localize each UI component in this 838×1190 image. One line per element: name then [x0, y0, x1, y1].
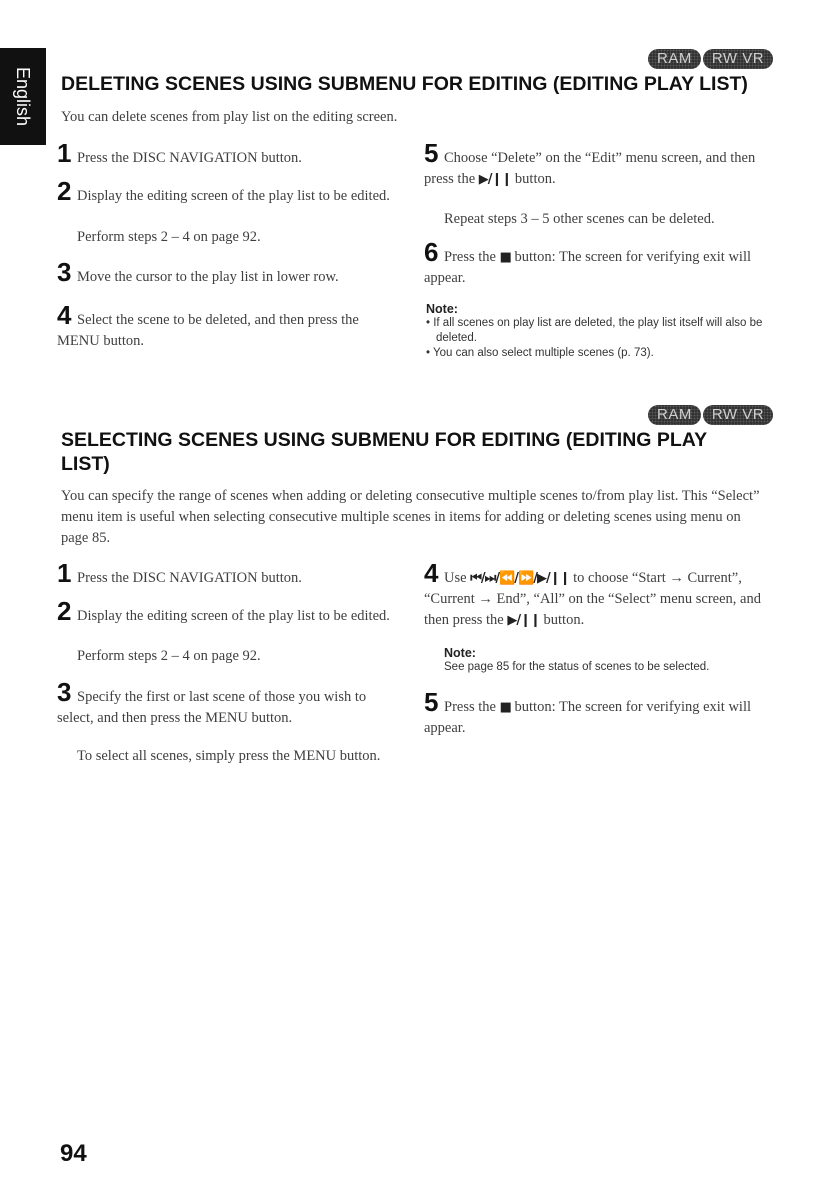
rw-vr-badge: RW VR: [703, 49, 773, 69]
step-text: Press the DISC NAVIGATION button.: [77, 150, 302, 166]
step-4: [57, 300, 402, 352]
step-number: 3: [57, 677, 72, 707]
rw-vr-badge: RW VR: [703, 405, 773, 425]
ram-badge: RAM: [648, 49, 701, 69]
note-heading: Note:: [426, 302, 458, 316]
step-1: [57, 138, 402, 169]
step-number: 2: [57, 176, 72, 206]
step-number: 3: [57, 257, 72, 287]
step-text: Select the scene to be deleted, and then press the MENU button.: [57, 312, 359, 349]
step-text-end: button: The screen for verifying exit will appear.: [424, 699, 752, 736]
step-number: 2: [57, 596, 72, 626]
step-number: 4: [424, 558, 439, 588]
navigation-buttons-icon: ⏮/⏭/⏪/⏩/▶/❙❙: [470, 571, 570, 586]
step-text: Display the editing screen of the play list to be edited.: [77, 608, 390, 624]
step-3: [57, 257, 402, 288]
note-box: [424, 302, 774, 361]
ram-badge: RAM: [648, 405, 701, 425]
language-tab-label: English: [13, 66, 34, 127]
step-text-end: button.: [543, 612, 585, 628]
play-pause-icon: ▶/❙❙: [507, 613, 540, 628]
note-item: • You can also select multiple scenes (p. 73).: [426, 347, 654, 359]
left-column: [57, 138, 402, 352]
step-text-middle: to choose “Start → Current”, “Current → End”, “All” on the “Select” menu screen, and then press the: [424, 570, 761, 628]
step-2-detail: Perform steps 2 – 4 on page 92.: [77, 648, 261, 664]
right-column: [424, 138, 774, 361]
step-text: Press the DISC NAVIGATION button.: [77, 570, 302, 586]
step-2-detail: Perform steps 2 – 4 on page 92.: [77, 229, 261, 245]
step-4: [424, 558, 776, 631]
step-text-end: button: The screen for verifying exit will appear.: [424, 249, 752, 286]
step-text: Specify the first or last scene of those you wish to select, and then press the MENU button.: [57, 689, 367, 726]
step-5-detail: Repeat steps 3 – 5 other scenes can be deleted.: [444, 211, 715, 227]
note-text: See page 85 for the status of scenes to be selected.: [444, 661, 710, 673]
step-text: Display the editing screen of the play list to be edited.: [77, 188, 390, 204]
disc-type-badges: [648, 405, 773, 425]
play-pause-icon: ▶/❙❙: [478, 172, 512, 187]
step-number: 1: [57, 558, 72, 588]
section-heading-line: LIST): [61, 453, 110, 475]
step-text: Choose “Delete” on the “Edit” menu screen, and then press the: [424, 150, 756, 187]
step-number: 4: [57, 300, 72, 330]
step-text-end: button.: [514, 171, 556, 187]
step-5: [424, 687, 776, 739]
disc-type-badges: [648, 49, 773, 69]
step-text: Use: [444, 570, 467, 586]
step-3: [57, 677, 402, 729]
step-2: [57, 176, 402, 207]
step-2: [57, 596, 402, 627]
step-text: Press the: [444, 699, 496, 715]
right-column: [424, 558, 776, 739]
section-heading-line: SELECTING SCENES USING SUBMENU FOR EDITING (EDITING PLAY: [61, 429, 708, 451]
step-text: Move the cursor to the play list in lower row.: [77, 269, 339, 285]
section-heading: DELETING SCENES USING SUBMENU FOR EDITING (EDITING PLAY LIST): [61, 73, 748, 95]
step-1: [57, 558, 402, 589]
step-text: Press the: [444, 249, 496, 265]
step-3-detail: To select all scenes, simply press the MENU button.: [77, 748, 381, 764]
step-6: [424, 237, 774, 289]
stop-icon: ■: [499, 700, 511, 715]
note-box: [424, 646, 776, 675]
left-column: [57, 558, 402, 767]
page-number: 94: [60, 1140, 87, 1167]
step-number: 6: [424, 237, 439, 267]
step-number: 5: [424, 687, 439, 717]
stop-icon: ■: [499, 250, 511, 265]
step-number: 1: [57, 138, 72, 168]
language-tab: [0, 48, 46, 145]
note-heading: Note:: [444, 646, 476, 660]
step-number: 5: [424, 138, 439, 168]
section-intro: You can specify the range of scenes when adding or deleting consecutive multiple scenes to/from play list. This “Select” menu item is useful when selecting consecutive multiple scenes in items for adding or deleting scenes using menu on page 85.: [61, 488, 760, 546]
note-item: • If all scenes on play list are deleted, the play list itself will also be deleted.: [426, 317, 763, 344]
section-intro: You can delete scenes from play list on the editing screen.: [61, 109, 398, 125]
section-heading: [61, 428, 781, 476]
step-5: [424, 138, 774, 190]
